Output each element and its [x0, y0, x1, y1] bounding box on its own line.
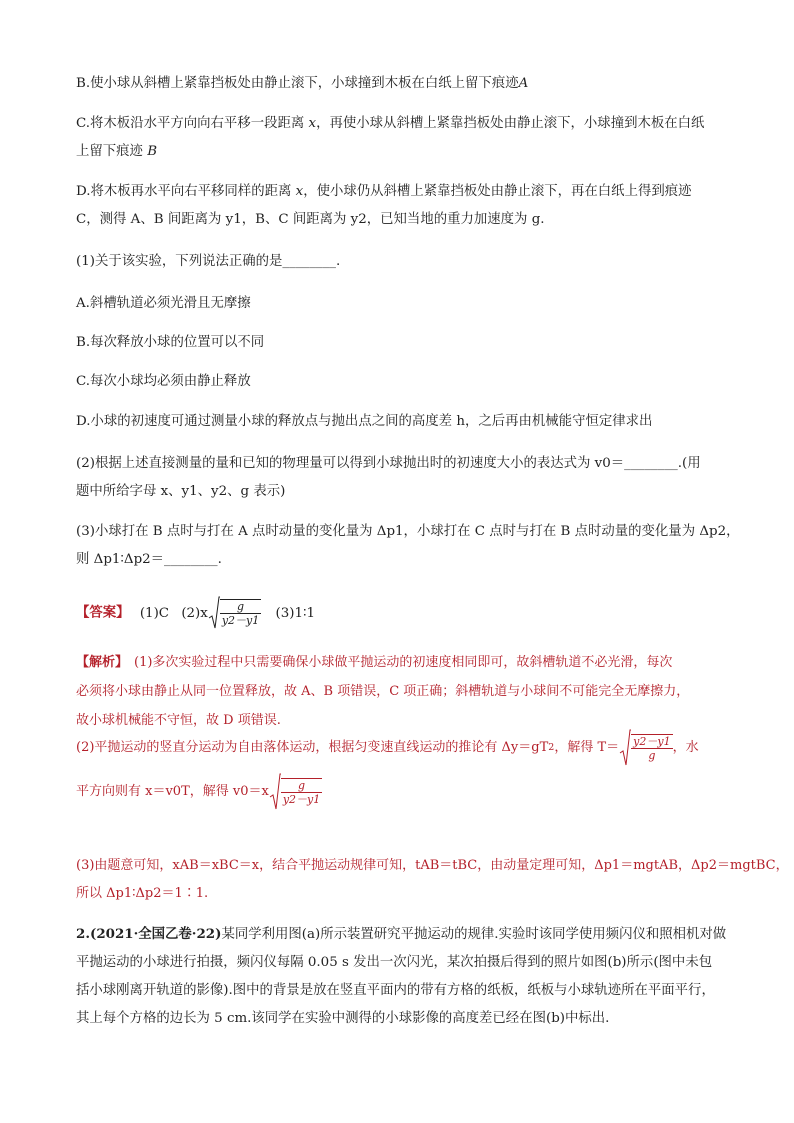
question-1-stem: (1)关于该实验，下列说法正确的是________.	[76, 254, 341, 269]
analysis-part-1: 【解析】 (1)多次实验过程中只需要确保小球做平抛运动的初速度相同即可，故斜槽轨道不必光滑，每次 必须将小球由静止从同一位置释放，故 A、B 项错误，C 项正确；斜槽轨道与小球间不可能完全无摩擦力， 故小球机械能不守恒，故 D 项错误.	[76, 655, 690, 728]
q1-option-c: C.每次小球均必须由静止释放	[76, 374, 251, 389]
next-problem: 2.(2021·全国乙卷·22)某同学利用图(a)所示装置研究平抛运动的规律.实验时该同学使用频闪仪和照相机对做 平抛运动的小球进行拍摄，频闪仪每隔 0.05 s 发出一次闪光，某次拍摄后得到的照片如图(b)所示(图中未包 括小球刚离开轨道的影像).图中的背景是放在竖直平面内的带有方格的纸板，纸板与小球轨迹所在平面平行， 其上每个方格的边长为 5 cm.该同学在实验中测得的小球影像的高度差已经在图(b)中标出.	[76, 926, 727, 1026]
analysis-part-2: (2)平抛运动的竖直分运动为自由落体运动，根据匀变速直线运动的推论有 Δy＝gT 2 ，解得 T＝ $\frac{y2-y1}{g}$ ，水 平方向则有 x＝v0T，解得 v0＝x $\frac{g}{y2-y1}$	[76, 726, 726, 814]
question-1	[76, 248, 726, 276]
step-c: C.将木板沿水平方向向右平移一段距离 x，再使小球从斜槽上紧靠挡板处由静止滚下，小球撞到木板在白纸 上留下痕迹 B	[76, 116, 705, 159]
question-2: (2)根据上述直接测量的量和已知的物理量可以得到小球抛出时的初速度大小的表达式为 v0＝________.(用 题中所给字母 x、y1、y2、g 表示)	[76, 456, 701, 499]
q1-option-a: A.斜槽轨道必须光滑且无摩擦	[76, 296, 251, 311]
problem-source: 2.(2021·全国乙卷·22)	[76, 926, 222, 942]
q1-option-b: B.每次释放小球的位置可以不同	[76, 335, 265, 350]
answer-radical: $\frac{g}{y2-y1}$	[208, 596, 261, 630]
step-d: D.将木板再水平向右平移同样的距离 x，使小球仍从斜槽上紧靠挡板处由静止滚下，再在白纸上得到痕迹 C，测得 A、B 间距离为 y1，B、C 间距离为 y2，已知当地的重力加速度为 g.	[76, 184, 692, 227]
period-radical: $\frac{y2-y1}{g}$	[619, 729, 672, 767]
step-b: B.使小球从斜槽上紧靠挡板处由静止滚下，小球撞到木板在白纸上留下痕迹A	[76, 76, 529, 91]
analysis-tag: 【解析】	[76, 655, 129, 670]
question-3: (3)小球打在 B 点时与打在 A 点时动量的变化量为 Δp1，小球打在 C 点时与打在 B 点时动量的变化量为 Δp2， 则 Δp1∶Δp2＝________.	[76, 524, 740, 567]
q1-option-d: D.小球的初速度可通过测量小球的释放点与抛出点之间的高度差 h，之后再由机械能守恒定律求出	[76, 414, 653, 429]
analysis-part-3: (3)由题意可知，xAB＝xBC＝x，结合平抛运动规律可知，tAB＝tBC，由动量定理可知，Δp1＝mgtAB，Δp2＝mgtBC， 所以 Δp1∶Δp2＝1∶1.	[76, 858, 789, 901]
velocity-radical: $\frac{g}{y2-y1}$	[269, 773, 322, 811]
answer-tag: 【答案】	[76, 604, 130, 621]
answer-block: 【答案】 (1)C (2)x $\frac{g}{y2-y1}$ (3)1∶1	[76, 596, 726, 630]
